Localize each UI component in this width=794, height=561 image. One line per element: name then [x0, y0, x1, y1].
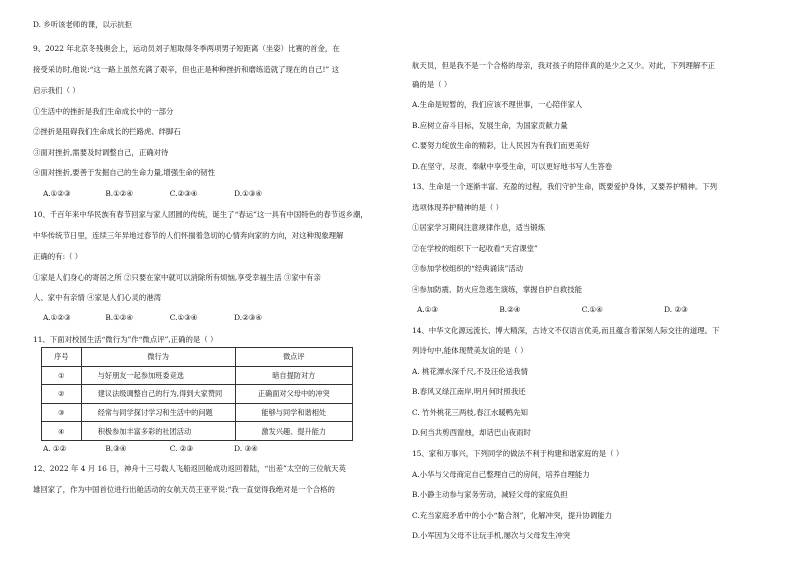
- table-cell: 经常与同学探讨学习和生活中的问题: [81, 403, 235, 422]
- q12-stem-line-1: 12、2022 年 4 月 16 日，神舟十三号载人飞船返回舱成功返回着陆，“出差”太空的三位航天英: [33, 464, 346, 473]
- q10-item-line-1: ①家是人们身心的寄居之所 ②只要在家中就可以消除所有烦恼,享受幸福生活 ③家中有亲: [33, 273, 321, 282]
- q15-option-d: D.小军因为父母不让玩手机,屡次与父母发生冲突: [412, 531, 571, 540]
- table-cell: ①: [42, 366, 82, 385]
- q11-table: [41, 347, 353, 441]
- table-cell: 建议法级调整自己的行为,得到大家赞同: [81, 385, 235, 404]
- q10-stem-line-1: 10、千百年来中华民族有春节回家与家人团圆的传统，诞生了“春运”这一具有中国特色的春节返乡潮，: [33, 210, 368, 219]
- table-header-row: [42, 348, 353, 367]
- q10-option-c: C.①③④: [169, 313, 198, 322]
- q11-option-c: C. ②③: [169, 444, 194, 453]
- q12-cont-line-2: 确的是（ ）: [412, 80, 452, 89]
- q11-stem: 11、下面对校园生活“微行为”作“微点评”,正确的是（ ）: [33, 335, 218, 344]
- q14-option-b: B.春风又绿江南岸,明月何时照我还: [412, 387, 526, 396]
- table-cell: 能够与同学和谐相处: [235, 403, 352, 422]
- q10-stem-line-2: 中华传统节日里，连续三年异地过春节的人们怀揣着急切的心情奔向家的方向，对这种现象理解: [33, 231, 344, 240]
- table-header-cell: 微点评: [235, 348, 352, 367]
- q9-option-c: C.②③④: [169, 189, 198, 198]
- q13-option-a: A.①③: [417, 305, 438, 314]
- q9-item-1: ①生活中的挫折是我们生命成长中的一部分: [33, 107, 174, 116]
- q9-stem-line-3: 启示我们（ ）: [33, 86, 80, 95]
- q9-options: [43, 190, 262, 197]
- table-header-cell: 序号: [42, 348, 82, 367]
- table-cell: ②: [42, 385, 82, 404]
- q10-option-b: B.①②④: [105, 313, 134, 322]
- q10-options: [43, 314, 262, 321]
- q14-stem-line-2: 列诗句中,能体现赞美友谊的是（ ）: [412, 346, 528, 355]
- q8-option-d: D. 乡听该老师的课，以示抗拒: [33, 20, 133, 29]
- q12-cont-line-1: 航天员，但是我不是一个合格的母亲，我对孩子的陪伴真的是少之又少。对此，下列理解不正: [412, 61, 716, 70]
- q15-option-c: C.充当家庭矛盾中的小小“黏合剂”，化解冲突，提升协调能力: [412, 511, 613, 520]
- q9-option-b: B.①②④: [105, 189, 134, 198]
- q14-stem-line-1: 14、中华文化源远流长、博大精深，古诗文不仅语言优美,而且蕴含着深刻人际交往的道理。下: [412, 326, 720, 335]
- table-row: [42, 366, 353, 385]
- q10-stem-line-3: 正确的有:（ ）: [33, 252, 83, 261]
- q10-item-line-2: 人、家中有亲情 ④家是人们心灵的港湾: [33, 293, 161, 302]
- table-row: [42, 403, 353, 422]
- table-cell: 激发兴趣、提升能力: [235, 422, 352, 441]
- q15-option-a: A.小华与父母商定自己整理自己的房间，培养自理能力: [412, 470, 590, 479]
- q13-options: [417, 306, 688, 313]
- q9-stem-line-2: 接受采访时,他说:“这一路上虽然充满了艰辛，但也正是种种挫折和磨练造就了现在的自己!” 这: [33, 65, 339, 74]
- table-cell: 暗自提防对方: [235, 366, 352, 385]
- q13-option-d: D. ②③: [664, 305, 688, 314]
- q9-item-2: ②挫折是阻碍我们生命成长的拦路虎、绊脚石: [33, 127, 181, 136]
- q12-stem-line-2: 雄回家了，作为中国首位进行出舱活动的女航天员王亚平说:“我一直觉得我绝对是一个合格的: [33, 485, 335, 494]
- q15-option-b: B.小静主动参与家务劳动，减轻父母的家庭负担: [412, 490, 568, 499]
- q9-item-3: ③面对挫折,需要及时调整自己，正确对待: [33, 148, 169, 157]
- q14-option-d: D.何当共剪西窗烛，却话巴山夜雨时: [412, 428, 531, 437]
- q11-option-b: B.③④: [105, 444, 127, 453]
- q13-item-4: ④参加防震、防火应急逃生演练，掌握自护自救技能: [412, 285, 582, 294]
- q13-stem-line-1: 13、生命是一个逐渐丰富、充盈的过程，我们守护生命，既要爱护身体，又要养护精神。下列: [412, 182, 718, 191]
- q13-stem-line-2: 选项体现养护精神的是（ ）: [412, 203, 504, 212]
- q9-option-d: D.①③④: [234, 189, 262, 198]
- q13-option-c: C.①④: [581, 305, 603, 314]
- q12-option-d: D.在坚守、尽责、奉献中享受生命，可以更好地书写人生答卷: [412, 162, 613, 171]
- q10-option-d: D.②③④: [234, 313, 262, 322]
- q11-options: [43, 445, 258, 452]
- q9-stem-line-1: 9、2022 年北京冬残奥会上，运动员刘子旭取得冬季两项男子短距离（坐姿）比赛的首金，在: [33, 44, 340, 53]
- q9-item-4: ④面对挫折,要善于发掘自己的生命力量,增强生命的韧性: [33, 168, 216, 177]
- table-header-cell: 微行为: [81, 348, 235, 367]
- q13-option-b: B.②④: [499, 305, 521, 314]
- table-cell: 正确面对父母中的冲突: [235, 385, 352, 404]
- q15-stem: 15、家和万事兴，下列同学的做法不利于构建和谐家庭的是（ ）: [412, 449, 624, 458]
- q11-option-d: D. ③④: [234, 444, 258, 453]
- q12-option-c: C.要努力绽放生命的精彩，让人民因为有我们而更美好: [412, 141, 590, 150]
- q12-option-a: A.生命是短暂的，我们应该不理世事，一心陪伴家人: [412, 100, 583, 109]
- table-cell: 与好朋友一起参加班委竞选: [81, 366, 235, 385]
- q9-option-a: A.①②③: [43, 189, 71, 198]
- q13-item-1: ①居家学习期间注意规律作息，适当锻炼: [412, 223, 546, 232]
- q11-option-a: A. ①②: [43, 444, 67, 453]
- q14-option-a: A. 桃花潭水深千尺,不及汪伦送我情: [412, 367, 528, 376]
- q13-item-2: ②在学校的组织下一起收看“天宫课堂”: [412, 244, 538, 253]
- q12-option-b: B.应树立奋斗目标，发展生命，为国家贡献力量: [412, 121, 568, 130]
- q10-option-a: A.①②③: [43, 313, 71, 322]
- q14-option-c: C. 竹外桃花三两枝,春江水暖鸭先知: [412, 408, 528, 417]
- table-cell: 积极参加丰富多彩的社团活动: [81, 422, 235, 441]
- q13-item-3: ③参加学校组织的“经典诵读”活动: [412, 264, 524, 273]
- table-cell: ④: [42, 422, 82, 441]
- table-cell: ③: [42, 403, 82, 422]
- table-row: [42, 385, 353, 404]
- table-row: [42, 422, 353, 441]
